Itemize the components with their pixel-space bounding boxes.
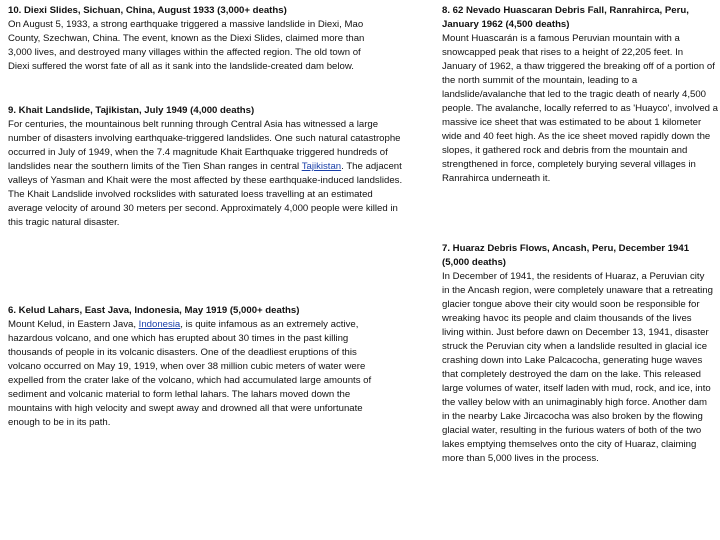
entry-body <box>8 118 406 230</box>
entry-kelud-lahars <box>8 304 392 430</box>
entry-diexi-slides <box>8 4 368 74</box>
entry-title: 10. Diexi Slides, Sichuan, China, August 1933 (3,000+ deaths) <box>8 5 287 16</box>
entry-body: Mount Huascarán is a famous Peruvian mountain with a snowcapped peak that rises to a height of 22,205 feet. In January of 1962, a thaw triggered the breaking off of a portion of the north summit of the mountain, leading to a landslide/avalanche that led to the tragic death of nearly 4,500 people. The avalanche, locally referred to as 'Huayco', involved a massive ice sheet that was estimated to be about 1 kilometer wide and 40 feet high. As the ice sheet moved rapidly down the slopes, it gathered rock and debris from the mountain and strengthened in force, completely burying several villages in Ranrahirca underneath it. <box>442 33 719 184</box>
entry-body-text: , is quite infamous as an extremely active, hazardous volcano, and one which has erupted about 30 times in the past killing thousands of people in its volcanic disasters. One of the deadliest eruptions of this volcano occurred on May 19, 1919, when over 38 million cubic meters of water were expelled from the crater lake of the volcano, which had accumulated large amounts of sediment and volcanic material to form lethal lahars. The lahars moved down the mountains with high velocity and swept away and drowned all that were unfortunate enough to be in its path. <box>8 319 372 428</box>
entry-title: 8. 62 Nevado Huascaran Debris Fall, Ranrahirca, Peru, January 1962 (4,500 deaths) <box>442 5 689 30</box>
entry-title: 6. Kelud Lahars, East Java, Indonesia, May 1919 (5,000+ deaths) <box>8 305 300 316</box>
tajikistan-link[interactable]: Tajikistan <box>301 161 342 172</box>
entry-body <box>8 318 392 430</box>
entry-body-text: For centuries, the mountainous belt running through Central Asia has witnessed a large number of disasters involving earthquake-triggered landslides. One such natural catastrophe occurred in July of 1949, when the 7.4 magnitude Khait Earthquake triggered hundreds of landslides near the southern limits of the Tien Shan ranges in central <box>8 119 401 172</box>
indonesia-link[interactable]: Indonesia <box>138 319 181 330</box>
entry-khait-landslide <box>8 104 406 230</box>
entry-body: On August 5, 1933, a strong earthquake triggered a massive landslide in Diexi, Mao County, Szechwan, China. The event, known as the Diexi Slides, claimed more than 3,000 lives, and destroyed many villages within the affected region. The old town of Diexi suffered the worst fate of all as it sank into the landslide-created dam below. <box>8 19 365 72</box>
entry-body-text: . The adjacent valleys of Yasman and Khait were the most affected by these earthquake-induced landslides. The Khait Landslide involved rockslides with saturated loess travelling at an estimated average velocity of around 30 meters per second. Approximately 4,000 people were killed in this tragic natural disaster. <box>8 161 403 228</box>
entry-body: In December of 1941, the residents of Huaraz, a Peruvian city in the Ancash region, were completely unaware that a retreating glacier tongue above their city would soon be responsible for wreaking havoc its people and claim thousands of the lives living within. Just before dawn on December 13, 1941, disaster struck the Peruvian city when a landslide resulted in glacial ice crashing down into Lake Palcacocha, generating huge waves that completely destroyed the dam on the lake. This released large volumes of water, itself laden with mud, rock, and ice, into the valley below with an unimaginably high force. Another dam in the nearby Lake Jircacocha was also broken by the flowing glacial water, resulting in the furious waters of both of the two lakes emptying themselves onto the city of Huaraz, claiming more than 5,000 lives in the process. <box>442 271 713 464</box>
entry-huascaran-debris-fall <box>442 4 718 186</box>
entry-title: 7. Huaraz Debris Flows, Ancash, Peru, December 1941 (5,000 deaths) <box>442 243 690 268</box>
entry-title: 9. Khait Landslide, Tajikistan, July 1949 (4,000 deaths) <box>8 105 255 116</box>
entry-body-text: Mount Kelud, in Eastern Java, <box>8 319 139 330</box>
entry-huaraz-debris-flows <box>442 242 714 466</box>
